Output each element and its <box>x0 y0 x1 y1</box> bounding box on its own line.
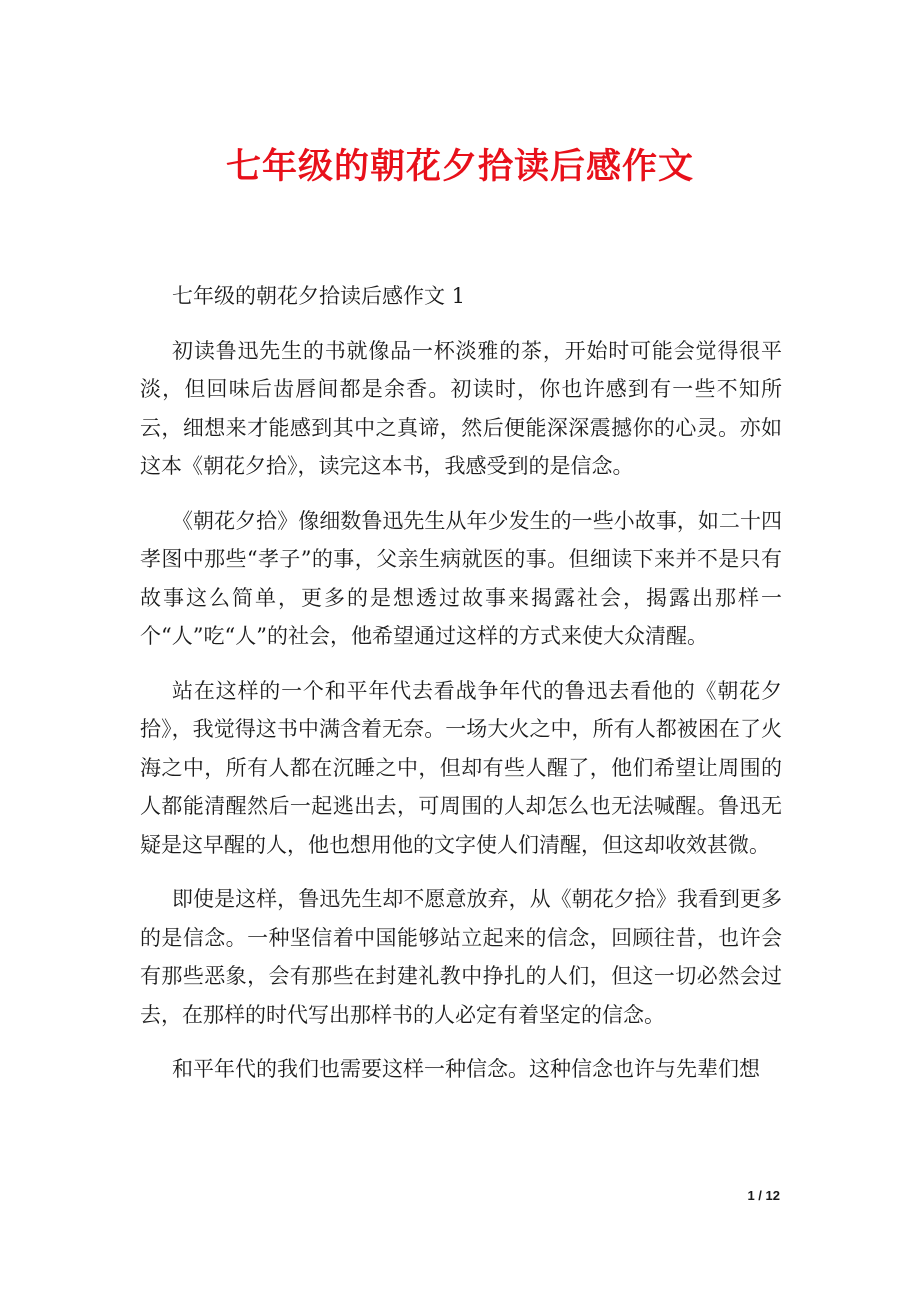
essay-subtitle: 七年级的朝花夕拾读后感作文 1 <box>172 284 466 308</box>
paragraph: 和平年代的我们也需要这样一种信念。这种信念也许与先辈们想 <box>172 1057 760 1081</box>
paragraph: 站在这样的一个和平年代去看战争年代的鲁迅去看他的《朝花夕拾》，我觉得这书中满含着无奈。一场大火之中，所有人都被困在了火海之中，所有人都在沉睡之中，但却有些人醒了，他们希望让周围的人都能清醒然后一起逃出去，可周围的人却怎么也无法喊醒。鲁迅无疑是这早醒的人，他也想用他的文字使人们清醒，但这却收效甚微。 <box>140 678 782 857</box>
paragraph: 即使是这样，鲁迅先生却不愿意放弃，从《朝花夕拾》我看到更多的是信念。一种坚信着中国能够站立起来的信念，回顾往昔，也许会有那些恶象，会有那些在封建礼教中挣扎的人们，但这一切必然会过去，在那样的时代写出那样书的人必定有着坚定的信念。 <box>140 887 782 1027</box>
document-body <box>140 277 782 1105</box>
document-title: 七年级的朝花夕拾读后感作文 <box>225 146 694 187</box>
paragraph: 初读鲁迅先生的书就像品一杯淡雅的茶，开始时可能会觉得很平淡，但回味后齿唇间都是余香。初读时，你也许感到有一些不知所云，细想来才能感到其中之真谛，然后便能深深震撼你的心灵。亦如这本《朝花夕拾》，读完这本书，我感受到的是信念。 <box>140 338 782 478</box>
page-number: 1 / 12 <box>747 1188 780 1203</box>
paragraph: 《朝花夕拾》像细数鲁迅先生从年少发生的一些小故事，如二十四孝图中那些“孝子”的事，父亲生病就医的事。但细读下来并不是只有故事这么简单，更多的是想透过故事来揭露社会，揭露出那样一个“人”吃“人”的社会，他希望通过这样的方式来使大众清醒。 <box>140 508 782 648</box>
